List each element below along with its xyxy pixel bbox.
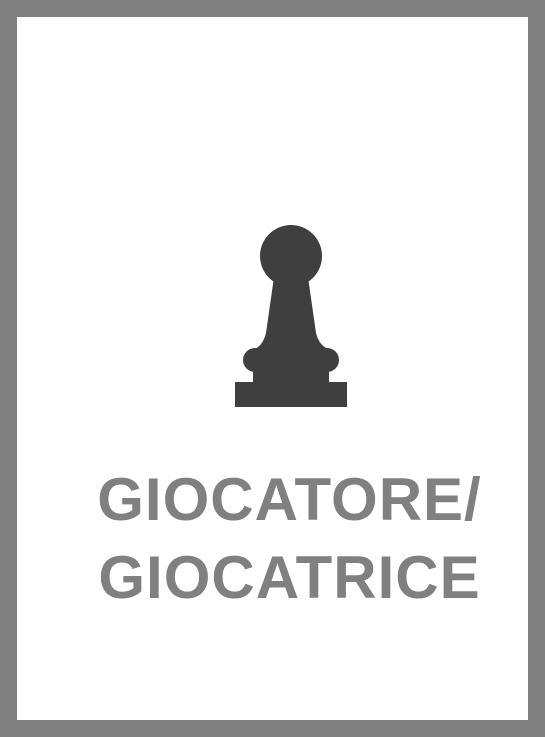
role-title-line-2: GIOCATRICE xyxy=(98,544,481,611)
role-title-line-1: GIOCATORE/ xyxy=(97,466,482,533)
chess-pawn-icon xyxy=(235,225,347,407)
role-title xyxy=(17,461,545,617)
